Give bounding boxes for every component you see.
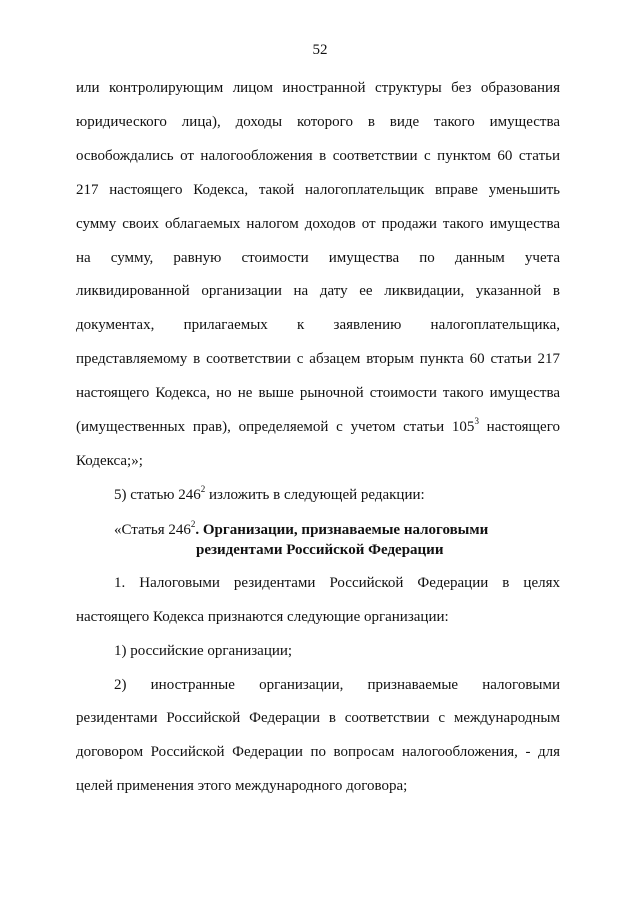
subitem-2-line2: резидентами Российской Федерации в соответствии с международным	[76, 710, 560, 727]
text-fragment: изложить в следующей редакции:	[205, 486, 425, 503]
item-5	[76, 479, 560, 513]
page-number: 52	[312, 42, 328, 58]
article-prefix: «Статья 246	[114, 521, 191, 538]
document-body	[76, 72, 560, 804]
superscript: 3	[474, 416, 479, 427]
article-dot: .	[195, 521, 200, 538]
text-line: юридического лица), доходы которого в виде такого имущества	[76, 113, 560, 130]
text-line: 217 настоящего Кодекса, такой налогоплательщик вправе уменьшить	[76, 181, 560, 198]
text-fragment: (имущественных прав), определяемой с учетом статьи 105	[76, 419, 475, 436]
text-line: представляемому в соответствии с абзацем вторым пункта 60 статьи 217	[76, 351, 560, 368]
text-line: сумму своих облагаемых налогом доходов от продажи такого имущества	[76, 215, 560, 232]
subitem-2-line4: целей применения этого международного договора;	[76, 778, 408, 795]
article-title	[76, 513, 560, 567]
text-line: настоящего Кодекса, но не выше рыночной стоимости такого имущества	[76, 385, 560, 402]
text-line: или контролирующим лицом иностранной структуры без образования	[76, 80, 560, 96]
subitem-2-line1: 2) иностранные организации, признаваемые налоговыми	[114, 676, 560, 693]
subitem-1: 1) российские организации;	[114, 642, 293, 659]
text-line: ликвидированной организации на дату ее ликвидации, указанной в	[76, 283, 560, 300]
text-line	[76, 411, 560, 445]
text-line: освобождались от налогообложения в соответствии с пунктом 60 статьи	[76, 147, 560, 164]
article-title-line1: Организации, признаваемые налоговыми	[199, 521, 489, 538]
article-title-line2: резидентами Российской Федерации	[196, 541, 444, 558]
superscript: 2	[200, 483, 206, 494]
text-line: документах, прилагаемых к заявлению налогоплательщика,	[76, 317, 560, 334]
point-1-line1: 1. Налоговыми резидентами Российской Федерации в целях	[114, 574, 560, 591]
text-fragment: 5) статью 246	[114, 486, 201, 503]
text-line: Кодекса;»;	[76, 452, 143, 469]
point-1-line2: настоящего Кодекса признаются следующие организации:	[76, 608, 449, 625]
superscript: 2	[190, 518, 196, 529]
subitem-2-line3: договором Российской Федерации по вопросам налогообложения, - для	[76, 744, 560, 761]
text-fragment: настоящего	[478, 419, 560, 436]
text-line: на сумму, равную стоимости имущества по данным учета	[76, 249, 560, 266]
